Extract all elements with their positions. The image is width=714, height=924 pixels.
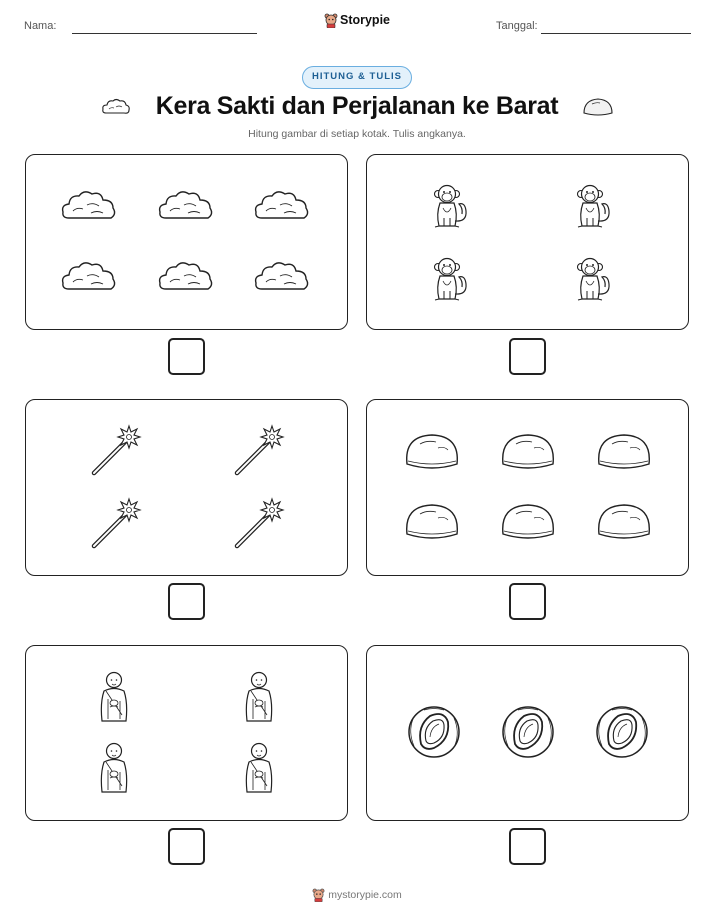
counting-panel-coconuts (366, 645, 689, 821)
magic-staff-icon (237, 426, 283, 473)
stone-icon (407, 435, 458, 468)
storypie-bear-icon (324, 13, 338, 28)
answer-box-clouds[interactable] (168, 338, 205, 375)
counting-panel-stones (366, 399, 689, 576)
cloud-icon (256, 263, 308, 289)
monk-icon (246, 673, 271, 722)
brand-logo (0, 13, 714, 28)
counting-panel-monkeys (366, 154, 689, 330)
cloud-icon (256, 192, 308, 218)
stone-icon (407, 505, 458, 538)
answer-box-coconuts[interactable] (509, 828, 546, 865)
storypie-bear-icon (312, 888, 325, 902)
brand-name: Storypie (339, 13, 390, 27)
footer (0, 888, 714, 902)
coconut-icon (597, 707, 647, 757)
monkey-icon (435, 186, 467, 228)
monkey-icon (578, 259, 610, 301)
cloud-icon (63, 263, 115, 289)
answer-box-monkeys[interactable] (509, 338, 546, 375)
counting-panel-monks (25, 645, 348, 821)
coconut-icon (503, 707, 553, 757)
monkey-icon (435, 259, 467, 301)
answer-box-stones[interactable] (509, 583, 546, 620)
date-label: Tanggal: (496, 20, 538, 32)
activity-tag: HITUNG & TULIS (302, 66, 412, 89)
cloud-icon (160, 263, 212, 289)
coconut-icon (409, 707, 459, 757)
monk-icon (246, 744, 271, 793)
stone-icon (599, 505, 650, 538)
counting-panel-staffs (25, 399, 348, 576)
answer-box-monks[interactable] (168, 828, 205, 865)
monk-icon (101, 744, 126, 793)
counting-panel-clouds (25, 154, 348, 330)
magic-staff-icon (94, 499, 140, 546)
cloud-icon (160, 192, 212, 218)
stone-icon (582, 96, 614, 118)
magic-staff-icon (237, 499, 283, 546)
monkey-icon (578, 186, 610, 228)
name-line[interactable] (72, 33, 257, 34)
magic-staff-icon (94, 426, 140, 473)
cloud-icon (63, 192, 115, 218)
stone-icon (503, 435, 554, 468)
stone-icon (503, 505, 554, 538)
page-title: Kera Sakti dan Perjalanan ke Barat (155, 92, 559, 120)
footer-url[interactable]: mystorypie.com (328, 888, 402, 901)
stone-icon (599, 435, 650, 468)
name-label: Nama: (24, 20, 57, 32)
answer-box-staffs[interactable] (168, 583, 205, 620)
instructions: Hitung gambar di setiap kotak. Tulis angkanya. (248, 128, 466, 140)
monk-icon (101, 673, 126, 722)
date-line[interactable] (541, 33, 691, 34)
